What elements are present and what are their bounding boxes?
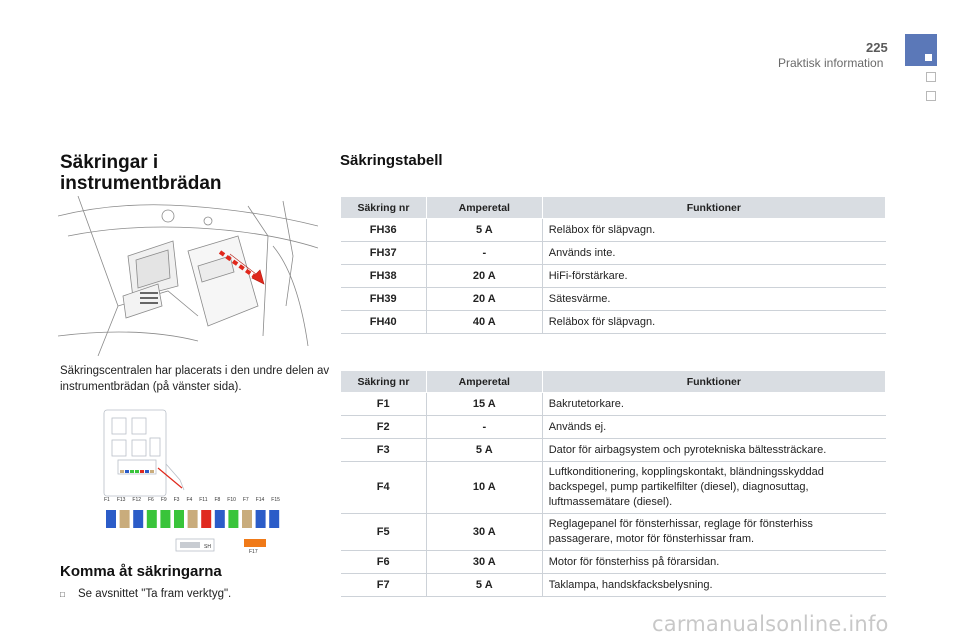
table-row — [341, 416, 886, 439]
fuse-block — [106, 510, 116, 528]
fuse-number-cell: F2 — [341, 416, 427, 439]
amperage-cell: - — [426, 416, 542, 439]
table-row — [341, 462, 886, 514]
header-fuse-number: Säkring nr — [341, 197, 427, 219]
fuse-position-label: F6 — [148, 497, 154, 503]
amperage-cell: 5 A — [426, 439, 542, 462]
fuse-number-cell: FH38 — [341, 265, 427, 288]
fuse-block — [201, 510, 211, 528]
fuse-position-label: F13 — [116, 497, 126, 503]
fuse-block — [120, 510, 130, 528]
fuse-position-label: F10 — [227, 497, 236, 503]
fuse-number-cell: F7 — [341, 574, 427, 597]
fuse-layout-diagram — [100, 408, 282, 558]
fuse-number-cell: FH40 — [341, 311, 427, 334]
fuse-position-label: F14 — [255, 497, 265, 503]
table-row — [341, 265, 886, 288]
fuse-table-fh — [340, 196, 886, 334]
header-functions: Funktioner — [542, 371, 885, 393]
section-label: Praktisk information — [778, 56, 884, 70]
table-row — [341, 514, 886, 551]
chapter-tab-empty[interactable] — [926, 72, 936, 82]
table-row — [341, 551, 886, 574]
fuse-block — [133, 510, 143, 528]
amperage-cell: 30 A — [426, 551, 542, 574]
page-number: 225 — [866, 40, 888, 55]
fuse-block — [215, 510, 225, 528]
fuse-block — [242, 510, 252, 528]
amperage-cell: 5 A — [426, 574, 542, 597]
amperage-cell: - — [426, 242, 542, 265]
header-amperage: Amperetal — [426, 197, 542, 219]
header-functions: Funktioner — [542, 197, 885, 219]
fuse-number-cell: F6 — [341, 551, 427, 574]
amperage-cell: 20 A — [426, 288, 542, 311]
function-cell: Reglagepanel för fönsterhissar, reglage för fönsterhiss passagerare, motor för fönsterhissar fram. — [542, 514, 885, 551]
header-amperage: Amperetal — [426, 371, 542, 393]
fuse-block — [256, 510, 266, 528]
fuse-position-label: F4 — [186, 497, 193, 503]
table-row — [341, 439, 886, 462]
fuse-block — [188, 510, 198, 528]
table-row — [341, 242, 886, 265]
function-cell: Motor för fönsterhiss på förarsidan. — [542, 551, 885, 574]
function-cell: Används inte. — [542, 242, 885, 265]
chapter-tab-empty[interactable] — [926, 91, 936, 101]
function-cell: HiFi-förstärkare. — [542, 265, 885, 288]
function-cell: Luftkonditionering, kopplingskontakt, bländningsskyddad backspegel, pump partikelfilter (diesel), diagnosuttag, luftmassemätare (diesel). — [542, 462, 885, 514]
fuse-table-f — [340, 370, 886, 597]
fuse-number-cell: F1 — [341, 393, 427, 416]
function-cell: Reläbox för släpvagn. — [542, 311, 885, 334]
amperage-cell: 20 A — [426, 265, 542, 288]
table-row — [341, 393, 886, 416]
fuse-number-cell: F4 — [341, 462, 427, 514]
function-cell: Dator för airbagsystem och pyrotekniska bältessträckare. — [542, 439, 885, 462]
amperage-cell: 10 A — [426, 462, 542, 514]
fuse-block — [174, 510, 184, 528]
sh-label: SH — [204, 544, 211, 550]
function-cell: Taklampa, handskfacksbelysning. — [542, 574, 885, 597]
amperage-cell: 30 A — [426, 514, 542, 551]
amperage-cell: 5 A — [426, 219, 542, 242]
checkbox-bullet-icon: □ — [60, 590, 65, 599]
access-fuses-instruction: □ Se avsnittet "Ta fram verktyg". — [60, 588, 232, 600]
header-fuse-number: Säkring nr — [341, 371, 427, 393]
chapter-tab[interactable] — [905, 34, 937, 66]
table-row — [341, 219, 886, 242]
fuse-position-label: F12 — [132, 497, 142, 503]
chapter-tab-marker — [925, 54, 932, 61]
fuse-number-cell: F3 — [341, 439, 427, 462]
fuse-block — [147, 510, 157, 528]
table-row — [341, 288, 886, 311]
function-cell: Bakrutetorkare. — [542, 393, 885, 416]
fusebox-location-caption: Säkringscentralen har placerats i den undre delen av instrumentbrädan (på vänster sida). — [60, 365, 330, 393]
fuse-number-cell: FH36 — [341, 219, 427, 242]
function-cell: Används ej. — [542, 416, 885, 439]
fuse-number-cell: F5 — [341, 514, 427, 551]
watermark: carmanualsonline.info — [652, 612, 889, 636]
fuse-block — [269, 510, 279, 528]
amperage-cell: 15 A — [426, 393, 542, 416]
table-row — [341, 574, 886, 597]
fuse-position-label: F3 — [173, 497, 180, 503]
fuse-number-cell: FH37 — [341, 242, 427, 265]
fuse-number-cell: FH39 — [341, 288, 427, 311]
fuse-position-label: F9 — [160, 497, 167, 503]
function-cell: Reläbox för släpvagn. — [542, 219, 885, 242]
table-row — [341, 311, 886, 334]
amperage-cell: 40 A — [426, 311, 542, 334]
dashboard-fusebox-illustration — [58, 196, 318, 356]
fuse-position-labels — [104, 497, 280, 503]
f17-label: F17 — [249, 549, 258, 555]
function-cell: Sätesvärme. — [542, 288, 885, 311]
fuse-block — [228, 510, 238, 528]
access-fuses-heading: Komma åt säkringarna — [60, 563, 222, 580]
fuse-block — [160, 510, 170, 528]
fuse-position-label: F7 — [242, 497, 249, 503]
fuse-position-label: F1 — [104, 497, 110, 503]
fuse-position-label: F15 — [271, 497, 280, 503]
fuse-position-label: F8 — [214, 497, 221, 503]
page-title: Säkringar i instrumentbrädan — [60, 152, 222, 194]
fuse-position-label: F11 — [199, 497, 208, 503]
fuse-table-heading: Säkringstabell — [340, 152, 443, 169]
